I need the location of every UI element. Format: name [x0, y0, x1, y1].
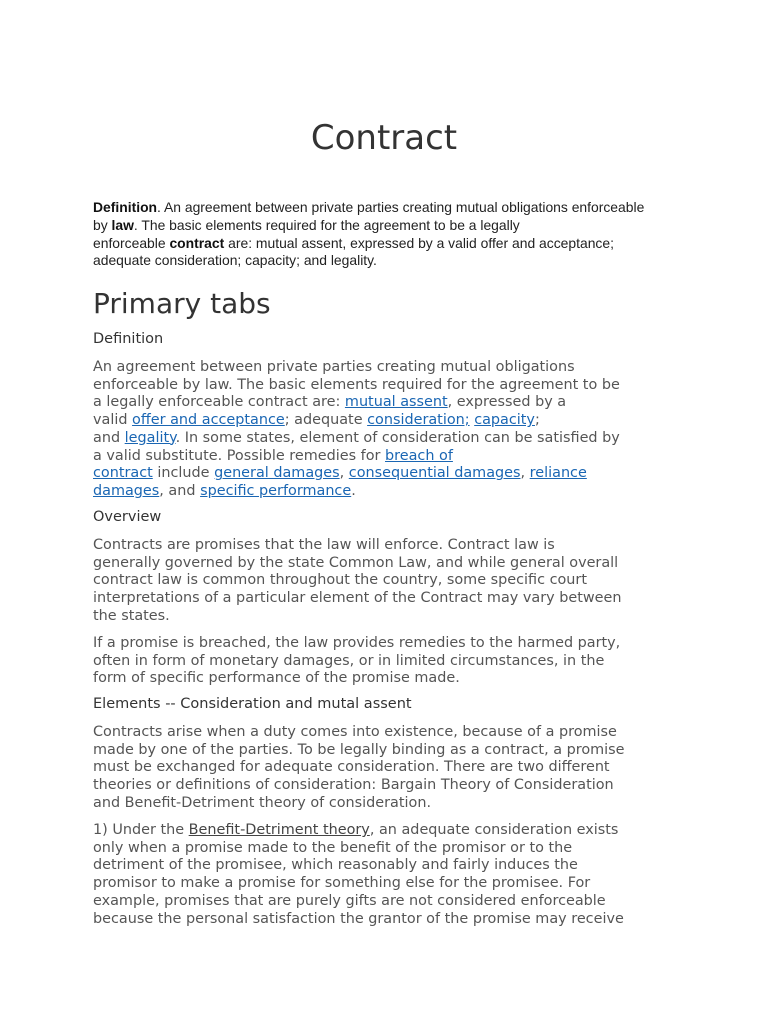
reliance-damages-link-cont[interactable]: damages — [93, 482, 160, 499]
definition-term: Definition — [93, 199, 158, 215]
overview-paragraph-1: Contracts are promises that the law will enforce. Contract law is generally governed by the state Common Law, and while general overall contract law is common throughout the country, some specific court interpretations of a particular element of the Contract may vary between the states. — [93, 537, 622, 624]
definition-paragraph: An agreement between private parties creating mutual obligations enforceable by law. The basic elements required for the agreement to be a legally enforceable contract are: mutual assent, expressed by a valid offer and acceptance; adequate consideration; capacity; and legality. In some states, element of consideration can be satisfied by a valid substitute. Possible remedies for breach of contract include general damages, consequential damages, reliance damages, and specific performance. — [93, 359, 620, 499]
definition-heading: Definition — [93, 331, 164, 347]
breach-of-contract-link-cont[interactable]: contract — [93, 465, 153, 482]
consideration-link[interactable]: consideration; — [367, 412, 470, 429]
elements-paragraph-1: Contracts arise when a duty comes into existence, because of a promise made by one of the parties. To be legally binding as a contract, a promise must be exchanged for adequate consideration. There are two different theories or definitions of consideration: Bargain Theory of Consideration and Benefit-Detriment theory of consideration. — [93, 724, 625, 811]
capacity-link[interactable]: capacity — [474, 412, 535, 429]
primary-tabs-heading: Primary tabs — [93, 287, 271, 320]
reliance-damages-link[interactable]: reliance — [529, 465, 587, 482]
legality-link[interactable]: legality — [124, 429, 176, 446]
overview-paragraph-2: If a promise is breached, the law provides remedies to the harmed party, often in form of monetary damages, or in limited circumstances, in the form of specific performance of the promise made. — [93, 635, 621, 687]
elements-heading: Elements -- Consideration and mutal assent — [93, 696, 412, 712]
general-damages-link[interactable]: general damages — [214, 465, 340, 482]
contract-term: contract — [169, 234, 225, 251]
offer-and-acceptance-link[interactable]: offer and acceptance — [132, 412, 285, 429]
overview-heading: Overview — [93, 509, 162, 525]
definition-summary: Definition. An agreement between private parties creating mutual obligations enforceable by law. The basic elements required for the agreement to be a legally enforceable contract are: mutual assent, expressed by a valid offer and acceptance; adequate consideration; capacity; and legality. — [93, 199, 645, 269]
mutual-assent-link[interactable]: mutual assent — [344, 394, 448, 411]
elements-paragraph-2: 1) Under the Benefit-Detriment theory, an adequate consideration exists only when a promise made to the benefit of the promisor or to the detriment of the promisee, which reasonably and fairly induces the promisor to make a promise for something else for the promisee. For example, promises that are purely gifts are not considered enforceable because the personal satisfaction the grantor of the promise may receive — [93, 822, 624, 927]
breach-of-contract-link[interactable]: breach of — [385, 447, 453, 464]
law-term: law — [111, 216, 134, 233]
consequential-damages-link[interactable]: consequential damages — [348, 465, 521, 482]
specific-performance-link[interactable]: specific performance — [200, 482, 352, 499]
page-title: Contract — [310, 118, 458, 158]
benefit-detriment-theory-link[interactable]: Benefit-Detriment theory — [188, 822, 370, 838]
